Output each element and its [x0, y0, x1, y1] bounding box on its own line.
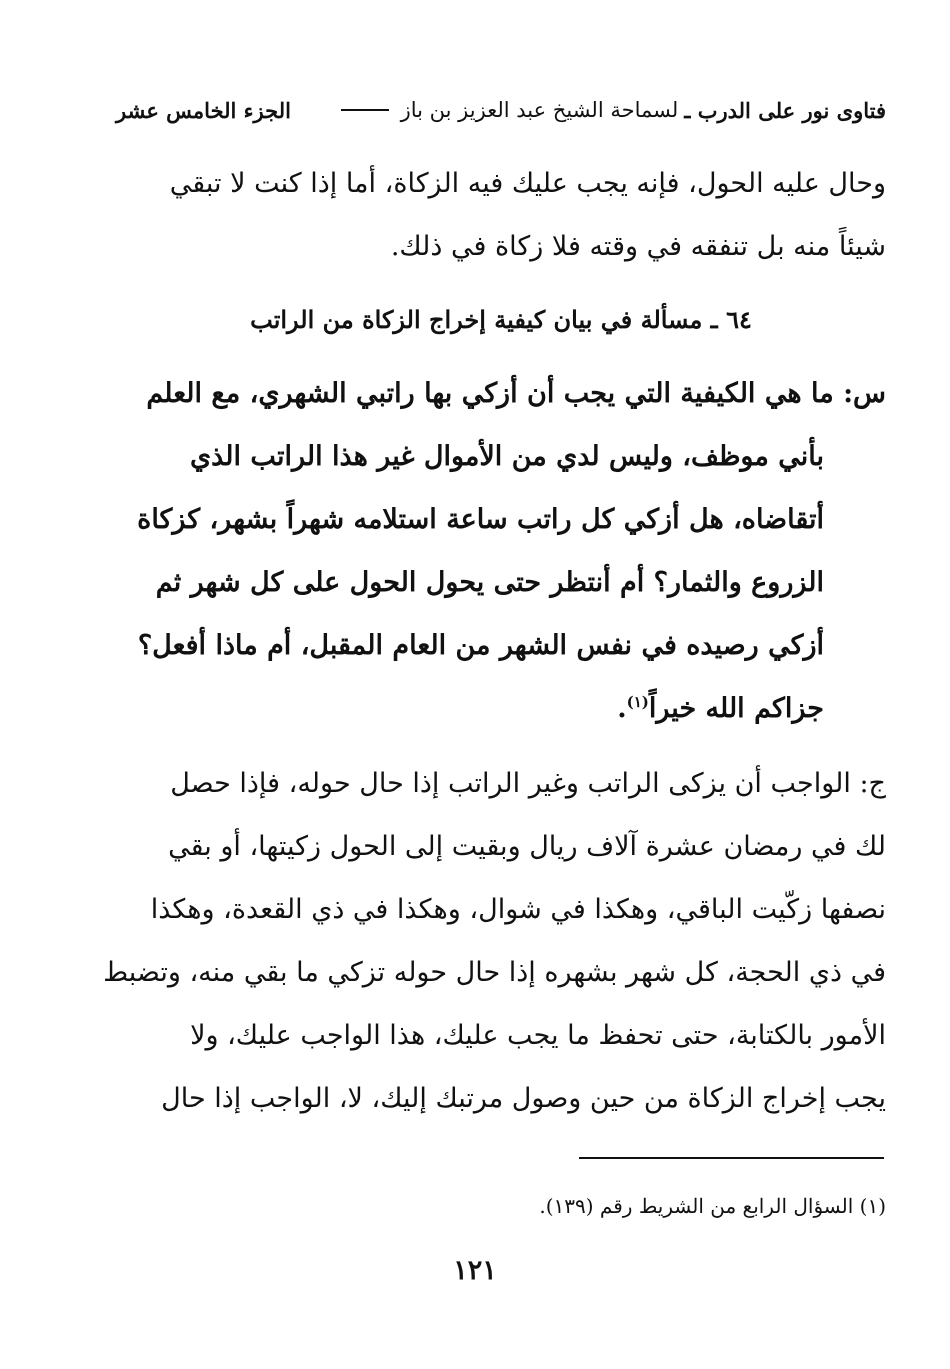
text-line: أزكي رصيده في نفس الشهر من العام المقبل، أم ماذا أفعل؟ — [137, 630, 824, 661]
text-line: في ذي الحجة، كل شهر بشهره إذا حال حوله تزكي ما بقي منه، وتضبط — [103, 957, 886, 988]
text-line: نصفها زكّيت الباقي، وهكذا في شوال، وهكذا في ذي القعدة، وهكذا — [150, 894, 886, 925]
page-number: ١٢١ — [453, 1255, 497, 1286]
text-line: أتقاضاه، هل أزكي كل راتب ساعة استلامه شهراً بشهر، كزكاة — [137, 504, 824, 535]
text-line: لك في رمضان عشرة آلاف ريال وبقيت إلى الحول زكيتها، أو بقي — [168, 831, 886, 862]
text-line: ج: الواجب أن يزكى الراتب وغير الراتب إذا حال حوله، فإذا حصل — [170, 768, 886, 799]
header-title-group — [335, 98, 886, 123]
text-line: س: ما هي الكيفية التي يجب أن أزكي بها راتبي الشهري، مع العلم — [146, 378, 886, 409]
running-header — [116, 92, 886, 128]
footnote-separator — [579, 1157, 884, 1159]
continuation-paragraph — [116, 152, 886, 278]
text-line: بأني موظف، وليس لدي من الأموال غير هذا الراتب الذي — [190, 441, 824, 472]
footnote-reference: (١) — [626, 693, 649, 711]
question-last-line — [116, 677, 886, 740]
text-line: شيئاً منه بل تنفقه في وقته فلا زكاة في ذلك. — [390, 231, 886, 262]
text-line: الأمور بالكتابة، حتى تحفظ ما يجب عليك، هذا الواجب عليك، ولا — [190, 1020, 886, 1051]
section-title: ٦٤ ـ مسألة في بيان كيفية إخراج الزكاة من الراتب — [250, 305, 752, 334]
question-end-mark: . — [617, 693, 627, 724]
text-line: الزروع والثمار؟ أم أنتظر حتى يحول الحول على كل شهر ثم — [155, 567, 824, 598]
book-title: فتاوى نور على الدرب ـ — [684, 97, 886, 123]
answer-paragraph — [103, 752, 886, 1130]
text-line: وحال عليه الحول، فإنه يجب عليك فيه الزكاة، أما إذا كنت لا تبقي — [169, 168, 886, 199]
footnote: (١) السؤال الرابع من الشريط رقم (١٣٩). — [539, 1194, 886, 1218]
question-closing-text: جزاكم الله خيراً — [648, 693, 824, 724]
text-line: يجب إخراج الزكاة من حين وصول مرتبك إليك، لا، الواجب إذا حال — [161, 1083, 886, 1114]
header-rule — [341, 109, 389, 111]
author-name: لسماحة الشيخ عبد العزيز بن باز — [400, 98, 679, 122]
question-paragraph — [116, 362, 886, 740]
volume-label: الجزء الخامس عشر — [116, 97, 291, 123]
